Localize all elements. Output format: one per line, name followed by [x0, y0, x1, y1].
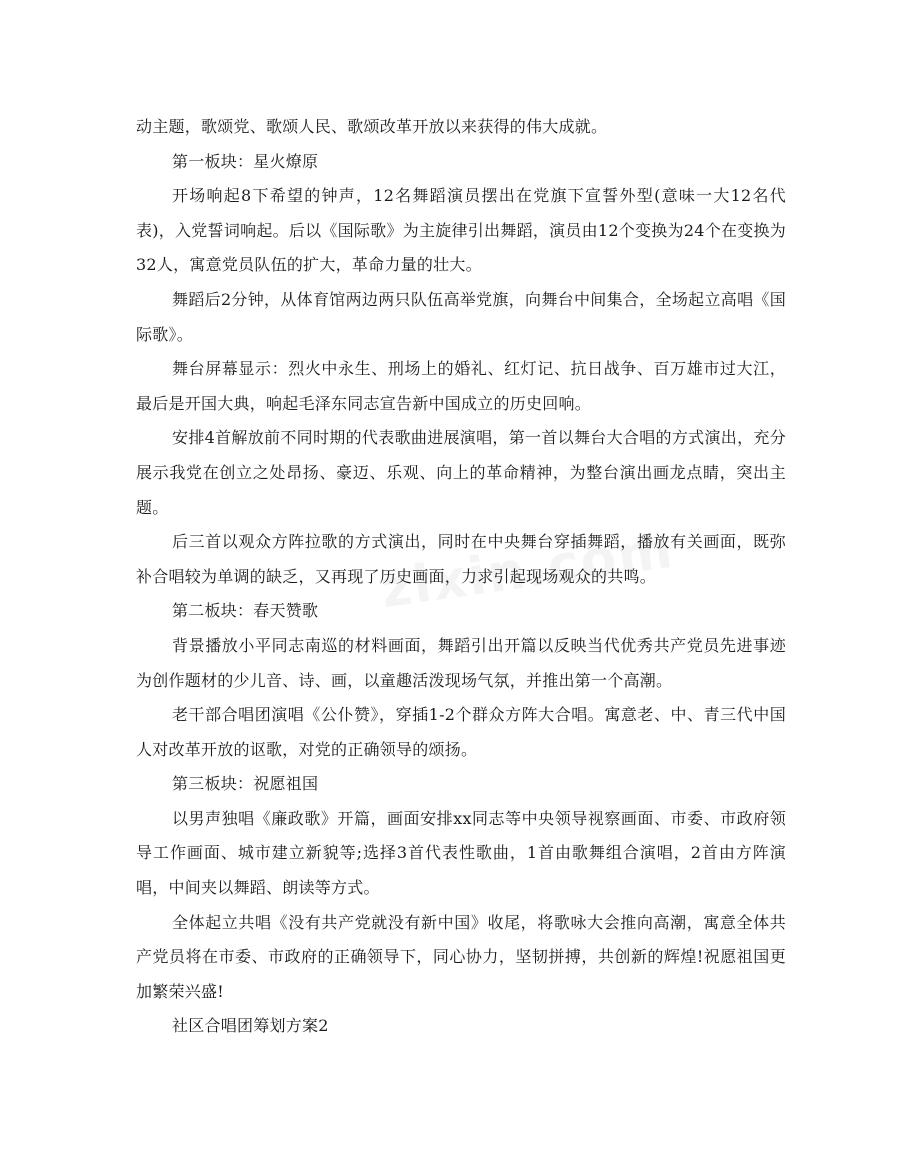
next-plan-heading: 社区合唱团筹划方案2 [172, 1016, 329, 1036]
paragraph: 后三首以观众方阵拉歌的方式演出，同时在中央舞台穿插舞蹈，播放有关画面，既弥补合唱较为单调的缺乏，又再现了历史画面，力求引起现场观众的共鸣。 [136, 532, 786, 586]
paragraph: 安排4首解放前不同时期的代表歌曲进展演唱，第一首以舞台大合唱的方式演出，充分展示我党在创立之处昂扬、豪迈、乐观、向上的革命精神，为整台演出画龙点睛，突出主题。 [136, 428, 786, 517]
paragraph: 舞蹈后2分钟，从体育馆两边两只队伍高举党旗，向舞台中间集合，全场起立高唱《国际歌》。 [136, 289, 786, 344]
paragraph: 背景播放小平同志南巡的材料画面，舞蹈引出开篇以反映当代优秀共产党员先进事迹为创作题材的少儿音、诗、画，以童趣活泼现场气氛，并推出第一个高潮。 [136, 635, 786, 690]
section-heading-1: 第一板块：星火燎原 [172, 151, 319, 171]
paragraph: 开场响起8下希望的钟声，12名舞蹈演员摆出在党旗下宣誓外型(意味一大12名代表)，入党誓词响起。后以《国际歌》为主旋律引出舞蹈，演员由12个变换为24个在变换为32人，寓意党员队伍的扩大，革命力量的壮大。 [136, 186, 786, 275]
document-body [136, 110, 786, 1044]
paragraph: 老干部合唱团演唱《公仆赞》，穿插1-2个群众方阵大合唱。寓意老、中、青三代中国人对改革开放的讴歌，对党的正确领导的颂扬。 [136, 705, 786, 759]
paragraph: 全体起立共唱《没有共产党就没有新中国》收尾，将歌咏大会推向高潮，寓意全体共产党员将在市委、市政府的正确领导下，同心协力，坚韧拼搏，共创新的辉煌!祝愿祖国更加繁荣兴盛! [136, 912, 786, 1001]
section-heading-2: 第二板块：春天赞歌 [172, 601, 319, 621]
paragraph-continuation: 动主题，歌颂党、歌颂人民、歌颂改革开放以来获得的伟大成就。 [136, 117, 608, 136]
paragraph: 以男声独唱《廉政歌》开篇，画面安排xx同志等中央领导视察画面、市委、市政府领导工作画面、城市建立新貌等;选择3首代表性歌曲，1首由歌舞组合演唱，2首由方阵演唱，中间夹以舞蹈、朗读等方式。 [136, 808, 786, 898]
section-heading-3: 第三板块：祝愿祖国 [172, 774, 319, 794]
paragraph: 舞台屏幕显示：烈火中永生、刑场上的婚礼、红灯记、抗日战争、百万雄市过大江，最后是开国大典，响起毛泽东同志宣告新中国成立的历史回响。 [136, 359, 786, 413]
